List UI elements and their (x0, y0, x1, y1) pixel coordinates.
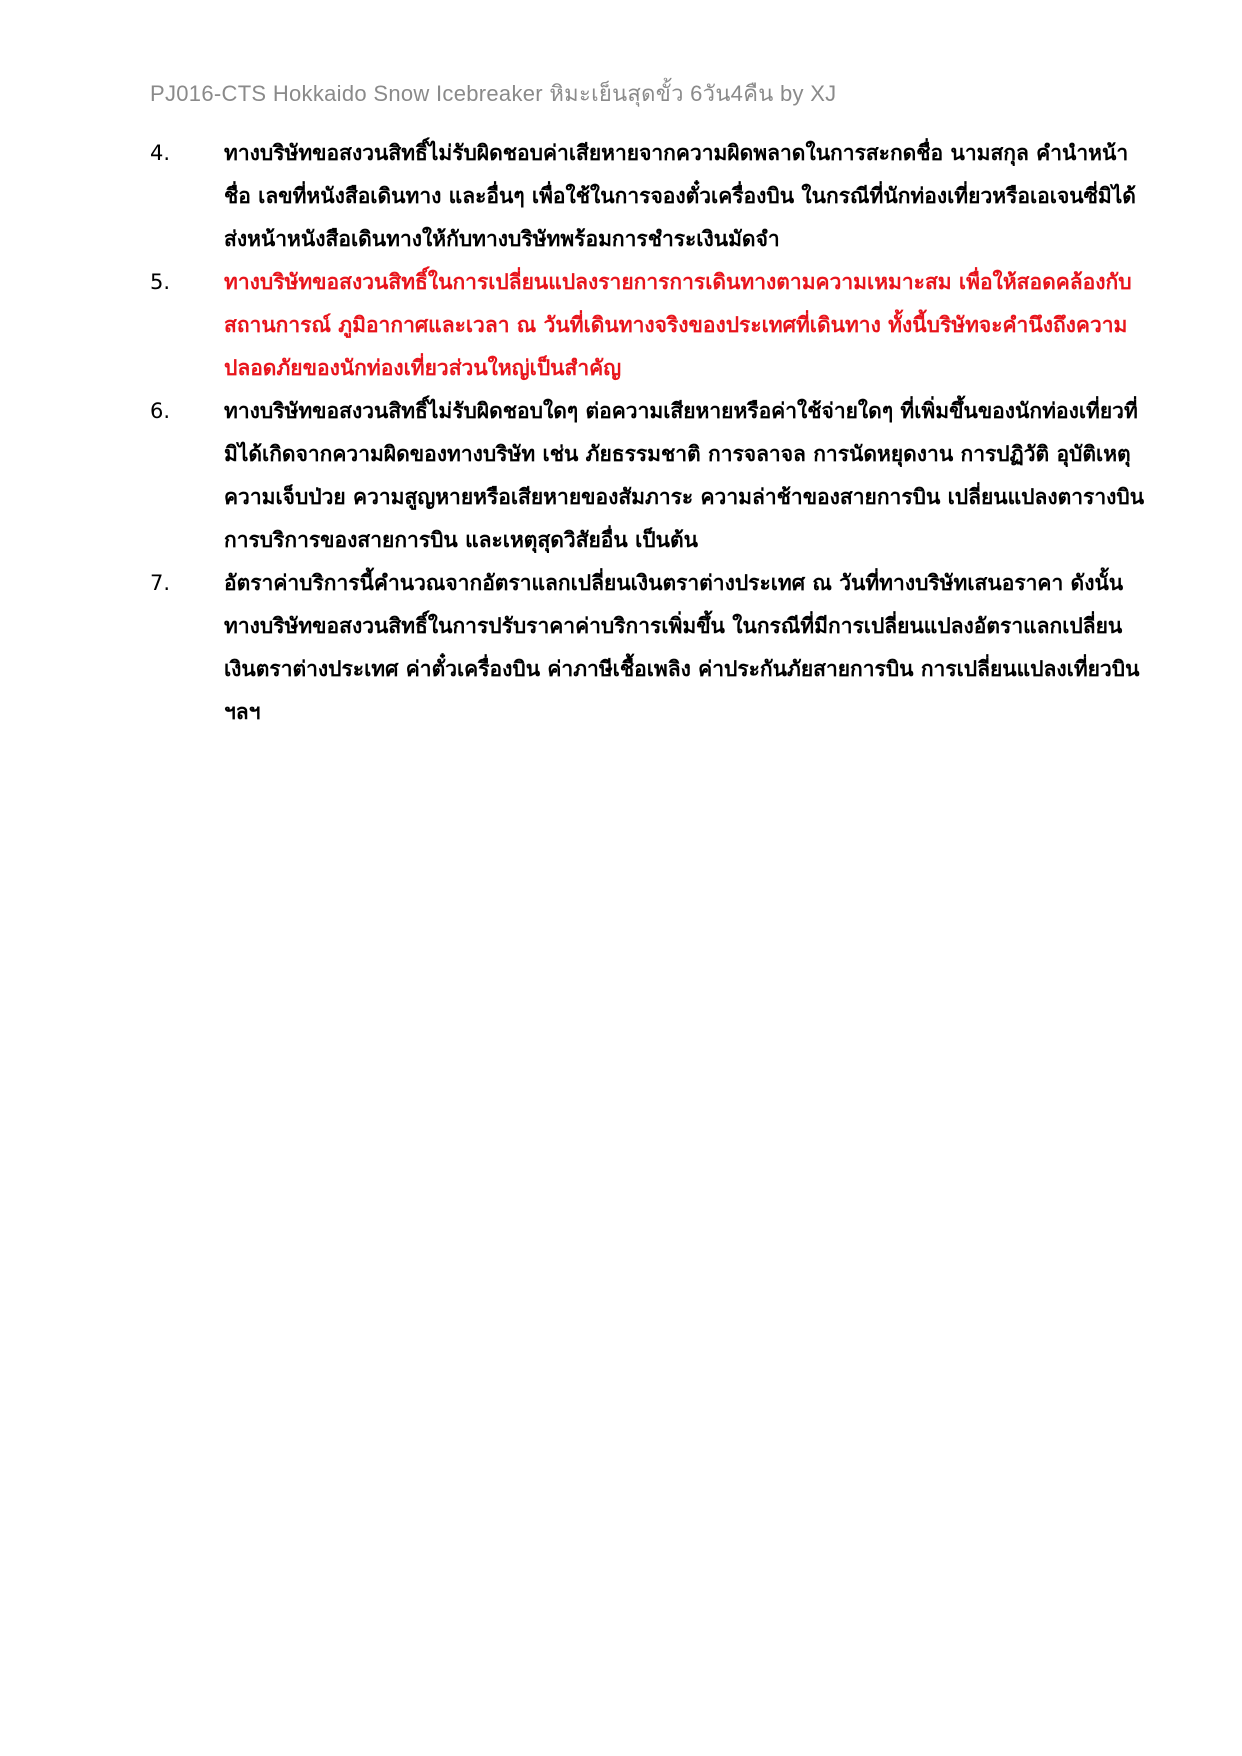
page-header: PJ016-CTS Hokkaido Snow Icebreaker หิมะเย็นสุดขั้ว 6วัน4คืน by XJ (150, 81, 837, 106)
term-number: 7. (150, 571, 171, 595)
term-item-7 (150, 562, 1152, 734)
term-text: ทางบริษัทขอสงวนสิทธิ์ไม่รับผิดชอบใดๆ ต่อความเสียหายหรือค่าใช้จ่ายใดๆ ที่เพิ่มขึ้นของนักท่องเที่ยวที่มิได้เกิดจากความผิดของทางบริษัท เช่น ภัยธรรมชาติ การจลาจล การนัดหยุดงาน การปฏิวัติ อุบัติเหตุ ความเจ็บป่วย ความสูญหายหรือเสียหายของสัมภาระ ความล่าช้าของสายการบิน เปลี่ยนแปลงตารางบิน การบริการของสายการบิน และเหตุสุดวิสัยอื่น เป็นต้น (224, 399, 1145, 552)
term-item-6 (150, 390, 1152, 562)
term-number: 5. (150, 270, 171, 294)
term-text-highlighted: ทางบริษัทขอสงวนสิทธิ์ในการเปลี่ยนแปลงรายการการเดินทางตามความเหมาะสม เพื่อให้สอดคล้องกับสถานการณ์ ภูมิอากาศและเวลา ณ วันที่เดินทางจริงของประเทศที่เดินทาง ทั้งนี้บริษัทจะคำนึงถึงความปลอดภัยของนักท่องเที่ยวส่วนใหญ่เป็นสำคัญ (224, 270, 1132, 380)
term-number: 6. (150, 399, 171, 423)
term-item-5 (150, 261, 1152, 390)
term-item-4 (150, 132, 1152, 261)
terms-list (150, 132, 1152, 734)
term-text: อัตราค่าบริการนี้คำนวณจากอัตราแลกเปลี่ยนเงินตราต่างประเทศ ณ วันที่ทางบริษัทเสนอราคา ดังนั้น ทางบริษัทขอสงวนสิทธิ์ในการปรับราคาค่าบริการเพิ่มขึ้น ในกรณีที่มีการเปลี่ยนแปลงอัตราแลกเปลี่ยนเงินตราต่างประเทศ ค่าตั๋วเครื่องบิน ค่าภาษีเชื้อเพลิง ค่าประกันภัยสายการบิน การเปลี่ยนแปลงเที่ยวบิน ฯลฯ (224, 571, 1140, 724)
term-text: ทางบริษัทขอสงวนสิทธิ์ไม่รับผิดชอบค่าเสียหายจากความผิดพลาดในการสะกดชื่อ นามสกุล คำนำหน้าชื่อ เลขที่หนังสือเดินทาง และอื่นๆ เพื่อใช้ในการจองตั๋วเครื่องบิน ในกรณีที่นักท่องเที่ยวหรือเอเจนซี่มิได้ส่งหน้าหนังสือเดินทางให้กับทางบริษัทพร้อมการชำระเงินมัดจำ (224, 141, 1136, 251)
term-number: 4. (150, 141, 171, 165)
